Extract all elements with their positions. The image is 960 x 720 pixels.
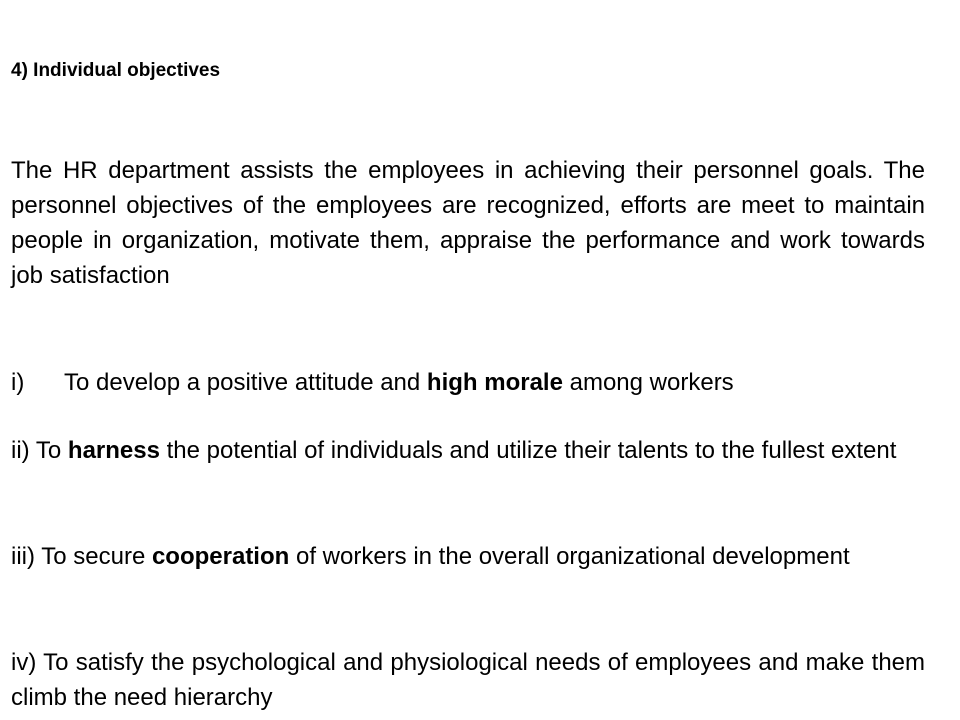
objective-text-3-before: To secure: [41, 543, 152, 570]
objective-marker-2: ii): [11, 437, 30, 464]
section-heading: 4) Individual objectives: [11, 60, 221, 81]
objective-emphasis-3: cooperation: [151, 543, 290, 570]
objective-marker-3: iii): [11, 543, 35, 570]
objective-item-4: [11, 645, 925, 715]
objective-emphasis-1: high morale: [426, 369, 563, 396]
objective-marker-1: i): [11, 369, 25, 396]
objective-marker-4: iv): [11, 649, 37, 676]
objective-emphasis-2: harness: [67, 437, 160, 464]
objective-item-1: [11, 365, 925, 400]
objective-item-3: [11, 539, 925, 574]
objective-text-1-before: To develop a positive attitude and: [64, 369, 427, 396]
objective-text-2-before: To: [35, 437, 68, 464]
objective-text-3-after: of workers in the overall organizational development: [289, 543, 850, 570]
objective-text-2-after: the potential of individuals and utilize their talents to the fullest extent: [159, 437, 897, 464]
objective-text-1-after: among workers: [562, 369, 734, 396]
objective-item-2: [11, 433, 925, 468]
objective-text-4-before: To satisfy the psychological and physiological needs of employees and make them climb the need hierarchy: [11, 649, 925, 711]
intro-paragraph: The HR department assists the employees in achieving their personnel goals. The personnel objectives of the employees are recognized, efforts are meet to maintain people in organization, motivate them, appraise the performance and work towards job satisfaction: [11, 157, 925, 289]
